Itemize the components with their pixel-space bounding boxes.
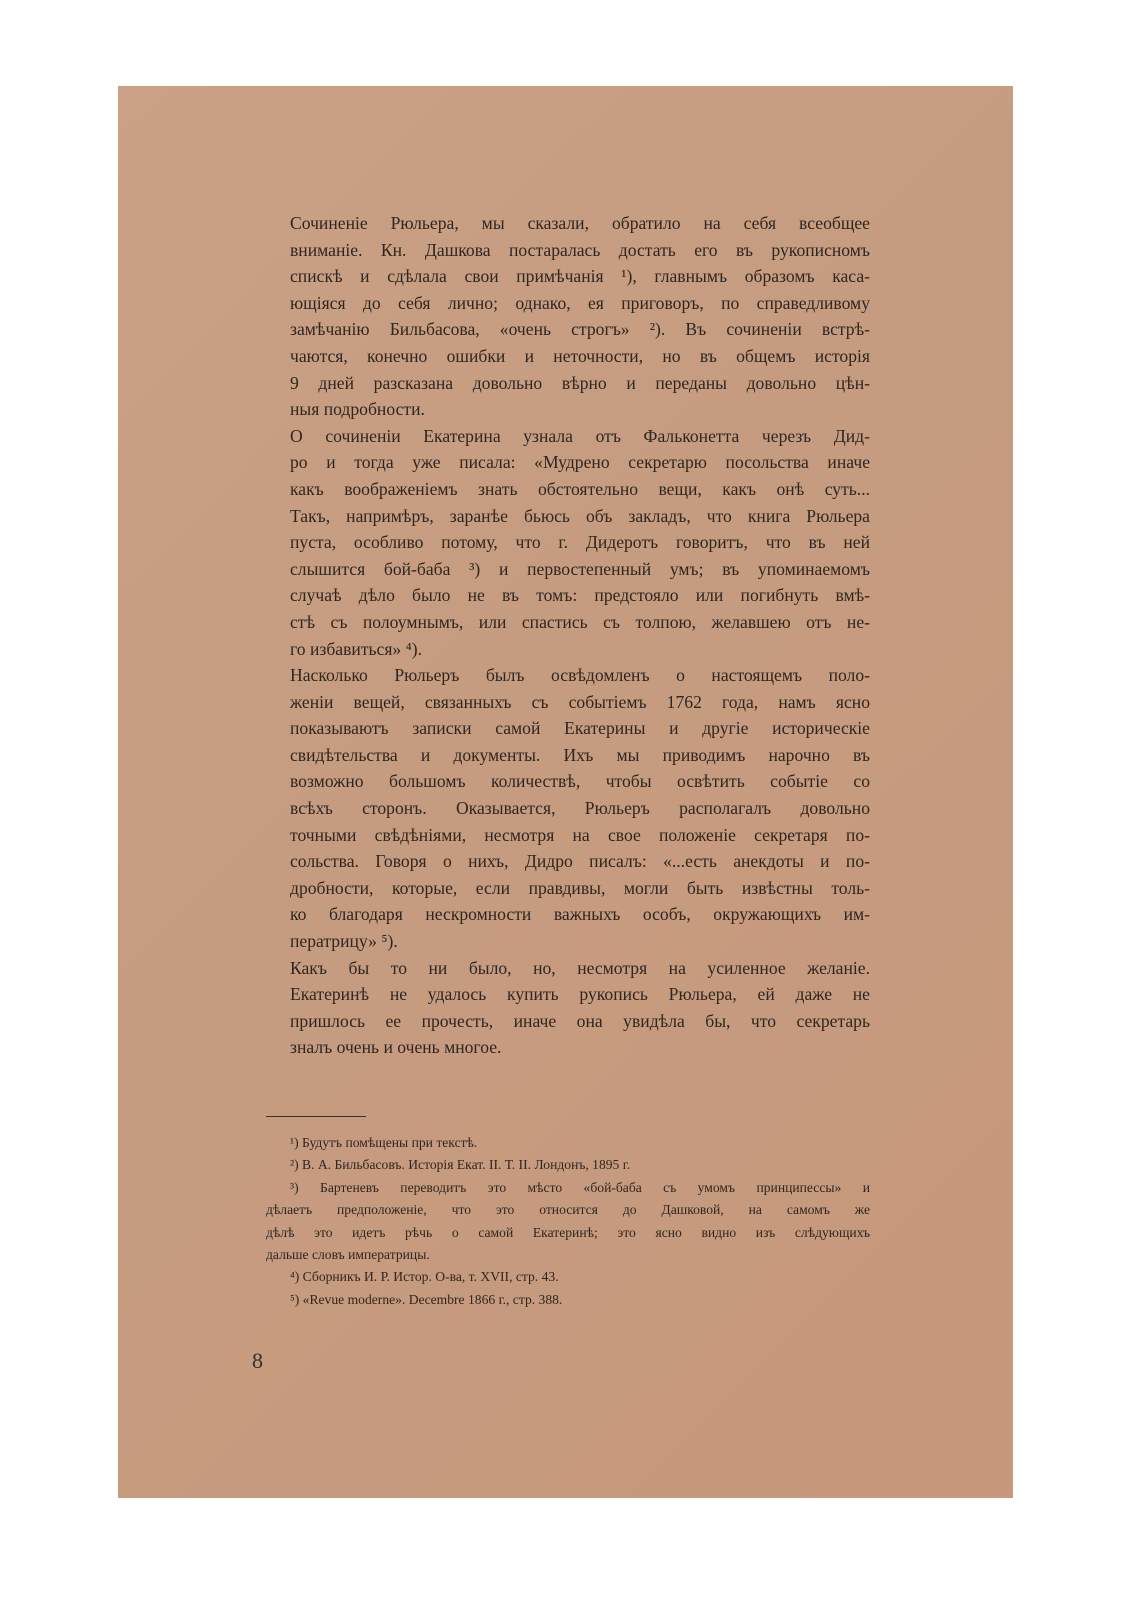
paragraph-2 [266, 423, 870, 662]
text-line: всѣхъ сторонъ. Оказывается, Рюльеръ располагалъ довольно [290, 798, 870, 819]
text-line: возможно большомъ количествѣ, чтобы освѣтить событіе со [290, 771, 870, 792]
text-line: ператрицу» ⁵). [290, 931, 398, 952]
text-line: показываютъ записки самой Екатерины и другіе историческіе [290, 718, 870, 739]
text-line: Такъ, напримѣръ, заранѣе бьюсь объ закладъ, что книга Рюльера [290, 505, 870, 526]
text-line: точными свѣдѣніями, несмотря на свое положеніе секретаря по- [290, 824, 870, 845]
text-line: зналъ очень и очень многое. [290, 1037, 502, 1058]
footnote-3: ³) Бартеневъ переводитъ это мѣсто «бой-баба съ умомъ принципессы» и [290, 1179, 870, 1195]
footnotes [266, 1132, 870, 1311]
text-line: го избавиться» ⁴). [290, 638, 423, 659]
main-text [266, 210, 870, 1061]
text-line: дробности, которые, если правдивы, могли быть извѣстны толь- [290, 877, 870, 898]
footnote-2: ²) В. А. Бильбасовъ. Исторія Екат. II. Т. II. Лондонъ, 1895 г. [290, 1157, 631, 1173]
text-line: вниманіе. Кн. Дашкова постаралась достать его въ рукописномъ [290, 239, 870, 260]
text-line: пуста, особливо потому, что г. Дидеротъ говоритъ, что въ ней [290, 532, 870, 553]
text-line: чаются, конечно ошибки и неточности, но въ общемъ исторія [290, 345, 870, 366]
paragraph-3 [266, 662, 870, 955]
footnote-divider [266, 1116, 366, 1117]
text-line: Екатеринѣ не удалось купить рукопись Рюльера, ей даже не [290, 984, 870, 1005]
text-line: спискѣ и сдѣлала свои примѣчанія ¹), главнымъ образомъ каса- [290, 266, 870, 287]
page-number: 8 [252, 1348, 263, 1373]
text-line: свидѣтельства и документы. Ихъ мы приводимъ нарочно въ [290, 744, 870, 765]
scanned-page [118, 86, 1013, 1498]
paragraph-4 [266, 955, 870, 1061]
footnote-4: ⁴) Сборникъ И. Р. Истор. О-ва, т. XVII, стр. 43. [290, 1269, 559, 1285]
footnote-1: ¹) Будутъ помѣщены при текстѣ. [290, 1135, 478, 1150]
text-line: какъ воображеніемъ знать обстоятельно вещи, какъ онѣ суть... [290, 478, 870, 499]
text-line: ко благодаря нескромности важныхъ особъ, окружающихъ им- [290, 904, 870, 925]
paragraph-1 [266, 210, 870, 423]
text-line: случаѣ дѣло было не въ томъ: предстояло или погибнуть вмѣ- [290, 585, 870, 606]
text-line: ющіяся до себя лично; однако, ея приговоръ, по справедливому [290, 292, 870, 313]
text-line: замѣчанію Бильбасова, «очень строгъ» ²). Въ сочиненіи встрѣ- [290, 319, 870, 340]
text-line: сольства. Говоря о нихъ, Дидро писалъ: «...есть анекдоты и по- [290, 851, 870, 872]
footnote-5: ⁵) «Revue moderne». Decembre 1866 г., стр. 388. [290, 1291, 563, 1307]
text-line: стѣ съ полоумнымъ, или спастись съ толпою, желавшею отъ не- [290, 611, 870, 632]
text-line: Сочиненіе Рюльера, мы сказали, обратило на себя всеобщее [290, 213, 870, 233]
text-line: Какъ бы то ни было, но, несмотря на усиленное желаніе. [290, 957, 870, 978]
text-line: пришлось ее прочесть, иначе она увидѣла бы, что секретарь [290, 1010, 870, 1031]
text-line: О сочиненіи Екатерина узнала отъ Фальконетта черезъ Дид- [290, 425, 870, 446]
text-line: ро и тогда уже писала: «Мудрено секретарю посольства иначе [290, 452, 870, 473]
text-line: Насколько Рюльеръ былъ освѣдомленъ о настоящемъ поло- [290, 665, 870, 686]
footnote-3-line: дальше словъ императрицы. [266, 1247, 430, 1263]
footnote-3-line: дѣлѣ это идетъ рѣчь о самой Екатеринѣ; это ясно видно изъ слѣдующихъ [266, 1224, 870, 1240]
text-line: женіи вещей, связанныхъ съ событіемъ 1762 года, намъ ясно [290, 691, 870, 712]
text-line: слышится бой-баба ³) и первостепенный умъ; въ упоминаемомъ [290, 558, 870, 579]
text-line: ныя подробности. [290, 399, 425, 420]
footnote-3-line: дѣлаетъ предположеніе, что это относится до Дашковой, на самомъ же [266, 1202, 870, 1218]
text-line: 9 дней разсказана довольно вѣрно и переданы довольно цѣн- [290, 372, 870, 393]
